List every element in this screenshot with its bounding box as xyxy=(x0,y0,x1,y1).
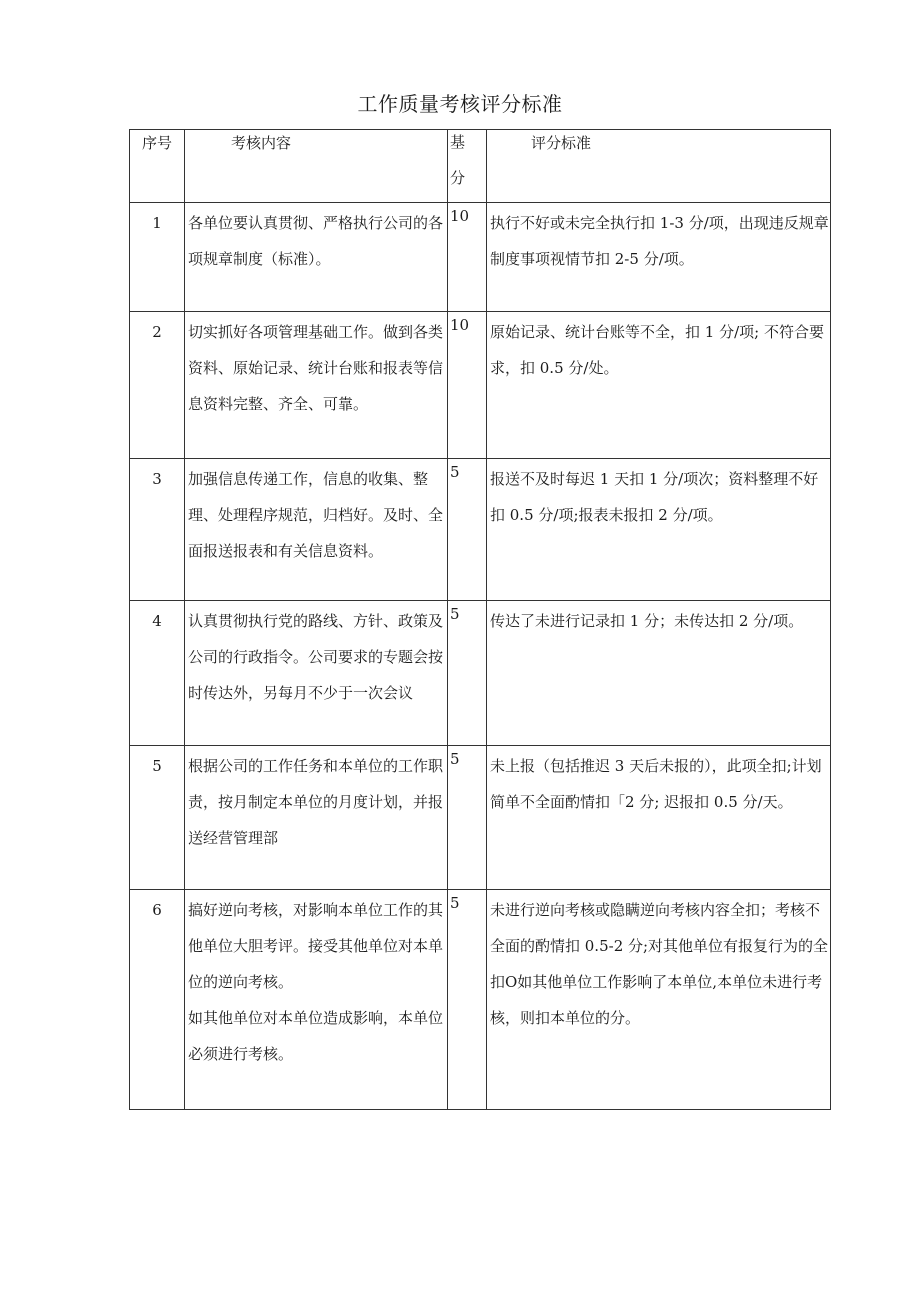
row-content-cell xyxy=(185,890,448,1110)
row-content-paragraph: 如其他单位对本单位造成影响，本单位必须进行考核。 xyxy=(188,1009,444,1063)
row-content xyxy=(185,459,447,569)
table-row xyxy=(130,459,831,601)
row-content-cell xyxy=(185,601,448,746)
row-content xyxy=(185,890,447,1072)
row-criteria-cell xyxy=(487,203,831,312)
row-score-cell xyxy=(448,746,487,890)
row-score: 5 xyxy=(450,894,460,912)
row-criteria-cell xyxy=(487,746,831,890)
table-row xyxy=(130,890,831,1110)
row-criteria: 未进行逆向考核或隐瞒逆向考核内容全扣；考核不全面的酌情扣 0.5-2 分;对其他单位有报复行为的全扣O如其他单位工作影响了本单位,本单位未进行考核，则扣本单位的分。 xyxy=(490,901,829,1027)
header-content-label: 考核内容 xyxy=(231,134,292,152)
header-content xyxy=(185,130,448,203)
row-content-cell xyxy=(185,746,448,890)
row-no-cell xyxy=(130,459,185,601)
header-score xyxy=(448,130,487,203)
row-score-cell xyxy=(448,312,487,459)
row-criteria: 传达了未进行记录扣 1 分；未传达扣 2 分/项。 xyxy=(490,612,804,630)
table-row xyxy=(130,312,831,459)
row-content-cell xyxy=(185,203,448,312)
row-no: 1 xyxy=(152,214,162,232)
row-content xyxy=(185,746,447,856)
row-criteria-cell xyxy=(487,890,831,1110)
row-content-paragraph: 加强信息传递工作，信息的收集、整理、处理程序规范，归档好。及时、全面报送报表和有关信息资料。 xyxy=(188,470,444,560)
row-content-paragraph: 切实抓好各项管理基础工作。做到各类资料、原始记录、统计台账和报表等信息资料完整、齐全、可靠。 xyxy=(188,323,444,413)
row-criteria-cell xyxy=(487,601,831,746)
row-no-cell xyxy=(130,203,185,312)
row-no: 3 xyxy=(152,470,162,488)
table-row xyxy=(130,203,831,312)
row-content-paragraph: 根据公司的工作任务和本单位的工作职责，按月制定本单位的月度计划，并报送经营管理部 xyxy=(188,757,444,847)
row-content xyxy=(185,312,447,422)
header-no-label: 序号 xyxy=(141,134,172,152)
row-criteria: 报送不及时每迟 1 天扣 1 分/项次；资料整理不好扣 0.5 分/项;报表未报扣 2 分/项。 xyxy=(490,470,819,524)
row-no: 4 xyxy=(152,612,162,630)
row-no: 5 xyxy=(152,757,162,775)
row-content-cell xyxy=(185,459,448,601)
header-criteria xyxy=(487,130,831,203)
row-content-cell xyxy=(185,312,448,459)
row-content-paragraph: 各单位要认真贯彻、严格执行公司的各项规章制度（标准）。 xyxy=(188,214,444,268)
page-title: 工作质量考核评分标准 xyxy=(357,92,563,116)
row-score-cell xyxy=(448,890,487,1110)
row-criteria-cell xyxy=(487,312,831,459)
row-score: 5 xyxy=(450,463,460,481)
row-criteria: 执行不好或未完全执行扣 1-3 分/项，出现违反规章制度事项视情节扣 2-5 分/项。 xyxy=(490,214,829,268)
table-header-row xyxy=(130,130,831,203)
row-score: 10 xyxy=(450,316,470,334)
row-score: 5 xyxy=(450,605,460,623)
header-no xyxy=(130,130,185,203)
scoring-table xyxy=(129,129,831,1110)
header-score-label: 基分 xyxy=(450,133,466,187)
row-no: 6 xyxy=(152,901,162,919)
row-criteria: 未上报（包括推迟 3 天后未报的），此项全扣;计划简单不全面酌情扣「2 分; 迟报扣 0.5 分/天。 xyxy=(490,757,822,811)
row-no-cell xyxy=(130,890,185,1110)
row-content xyxy=(185,203,447,277)
row-content-paragraph: 认真贯彻执行党的路线、方针、政策及公司的行政指令。公司要求的专题会按时传达外，另每月不少于一次会议 xyxy=(188,612,444,702)
row-criteria: 原始记录、统计台账等不全，扣 1 分/项; 不符合要求，扣 0.5 分/处。 xyxy=(490,323,824,377)
row-no-cell xyxy=(130,746,185,890)
row-score-cell xyxy=(448,459,487,601)
row-score-cell xyxy=(448,203,487,312)
table-row xyxy=(130,601,831,746)
row-no-cell xyxy=(130,312,185,459)
row-content xyxy=(185,601,447,711)
row-no: 2 xyxy=(152,323,162,341)
row-score: 5 xyxy=(450,750,460,768)
row-no-cell xyxy=(130,601,185,746)
header-criteria-label: 评分标准 xyxy=(531,134,592,152)
table-row xyxy=(130,746,831,890)
row-score-cell xyxy=(448,601,487,746)
row-content-paragraph: 搞好逆向考核，对影响本单位工作的其他单位大胆考评。接受其他单位对本单位的逆向考核。 xyxy=(188,901,444,991)
row-score: 10 xyxy=(450,207,470,225)
row-criteria-cell xyxy=(487,459,831,601)
